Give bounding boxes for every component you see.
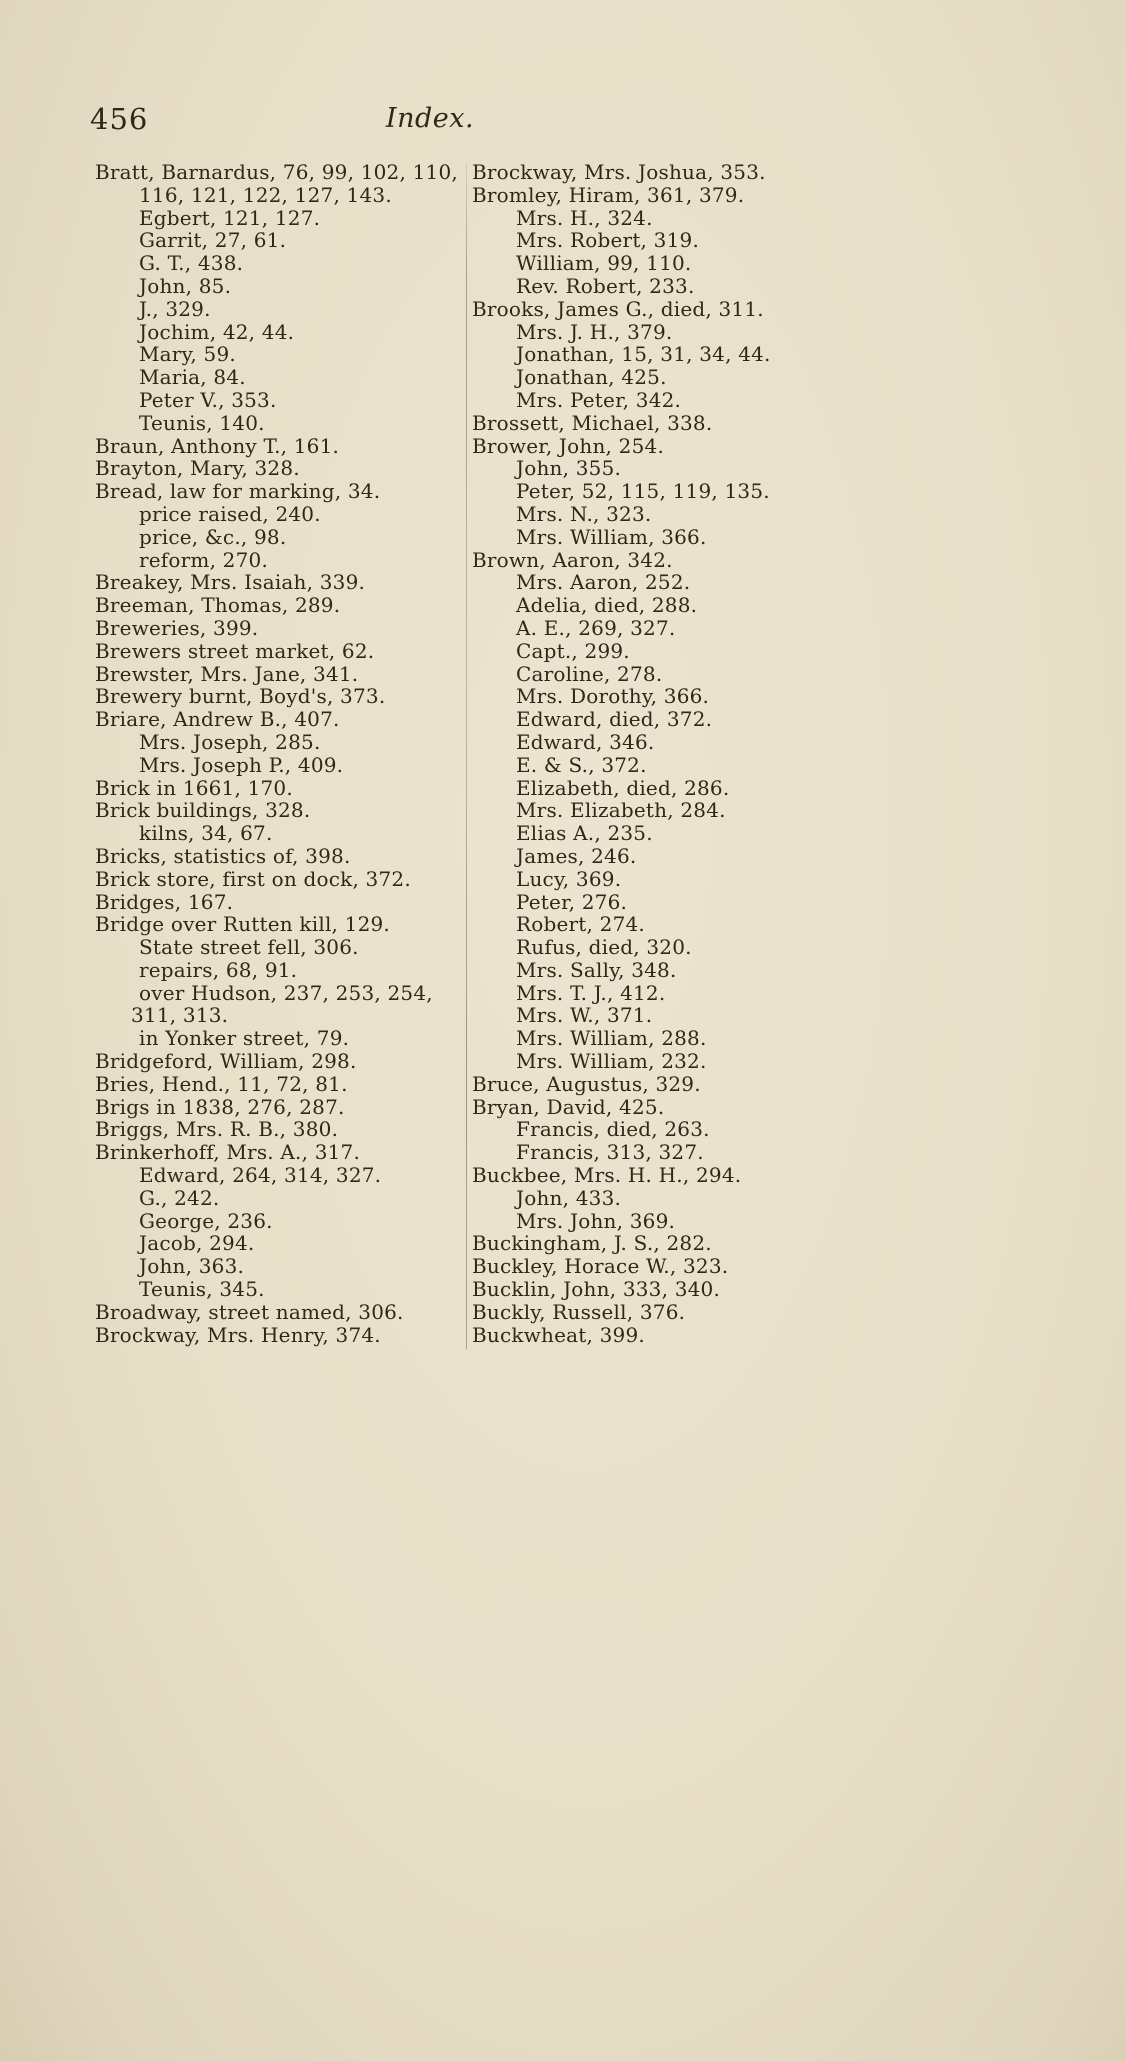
index-entry: Breakey, Mrs. Isaiah, 339. [95,570,366,595]
index-entry: Brown, Aaron, 342. [472,547,673,572]
index-entry: Buckingham, J. S., 282. [472,1231,712,1256]
page-title: Index. [385,103,475,134]
index-entry: Brossett, Michael, 338. [472,410,713,435]
index-entry: Brinkerhoff, Mrs. A., 317. [95,1140,361,1165]
index-entry: State street fell, 306. [139,935,359,960]
index-entry: reform, 270. [139,547,269,572]
index-entry: Mrs. Elizabeth, 284. [516,798,726,823]
index-entry: Adelia, died, 288. [516,593,698,618]
index-entry: John, 433. [516,1185,622,1210]
index-entry: Bread, law for marking, 34. [95,479,381,504]
index-entry: Mrs. Aaron, 252. [516,570,691,595]
index-entry: J., 329. [139,296,211,321]
index-entry: Caroline, 278. [516,661,663,686]
index-entry: in Yonker street, 79. [139,1026,350,1051]
index-entry: Mrs. J. H., 379. [516,319,673,344]
index-entry: Peter, 52, 115, 119, 135. [516,479,770,504]
index-entry: G., 242. [139,1185,220,1210]
index-entry: Briare, Andrew B., 407. [95,707,340,732]
page-number: 456 [90,102,149,136]
index-entry: Peter V., 353. [139,387,277,412]
index-entry: Bricks, statistics of, 398. [95,843,351,868]
index-entry: Edward, 346. [516,729,655,754]
index-entry: Robert, 274. [516,912,645,937]
index-entry: Garrit, 27, 61. [139,228,287,253]
index-entry: Rufus, died, 320. [516,935,692,960]
index-entry: Mrs. William, 288. [516,1026,707,1051]
index-entry: Lucy, 369. [516,866,622,891]
index-entry: Mrs. H., 324. [516,205,653,230]
index-entry: Mary, 59. [139,342,236,367]
index-entry: Buckley, Horace W., 323. [472,1254,729,1279]
index-entry: John, 363. [139,1254,245,1279]
index-entry: Teunis, 140. [139,410,265,435]
index-entry: Mrs. Robert, 319. [516,228,699,253]
index-entry: Mrs. W., 371. [516,1003,653,1028]
index-entry: Buckly, Russell, 376. [472,1299,686,1324]
index-entry: Mrs. Sally, 348. [516,957,677,982]
index-entry: Breweries, 399. [95,615,259,640]
index-entry: Edward, died, 372. [516,707,713,732]
index-entry: Brewery burnt, Boyd's, 373. [95,684,386,709]
index-entry: Briggs, Mrs. R. B., 380. [95,1117,339,1142]
index-entry: John, 85. [139,273,232,298]
index-column-right [472,161,852,1346]
index-column-left [95,161,465,1346]
index-entry: 116, 121, 122, 127, 143. [139,182,392,207]
index-entry: Bridges, 167. [95,889,234,914]
index-entry: Bruce, Augustus, 329. [472,1071,701,1096]
index-entry: Mrs. Joseph, 285. [139,729,321,754]
index-entry: Jonathan, 425. [516,365,667,390]
index-entry: Teunis, 345. [139,1277,265,1302]
index-entry: Mrs. Joseph P., 409. [139,752,344,777]
index-entry: William, 99, 110. [516,251,692,276]
index-entry: Brewster, Mrs. Jane, 341. [95,661,359,686]
index-entry: Brick in 1661, 170. [95,775,293,800]
index-entry: price raised, 240. [139,501,321,526]
index-entry: Brooks, James G., died, 311. [472,296,764,321]
index-entry: Jacob, 294. [139,1231,255,1256]
page-header [0,102,860,142]
index-entry: Brower, John, 254. [472,433,664,458]
index-entry: Bries, Hend., 11, 72, 81. [95,1071,348,1096]
index-entry: Edward, 264, 314, 327. [139,1163,382,1188]
index-entry: Peter, 276. [516,889,628,914]
index-entry: James, 246. [516,843,637,868]
index-entry: Mrs. Peter, 342. [516,387,682,412]
index-entry: Rev. Robert, 233. [516,273,695,298]
index-entry: Elizabeth, died, 286. [516,775,730,800]
index-entry: Bucklin, John, 333, 340. [472,1277,721,1302]
index-entry: kilns, 34, 67. [139,821,273,846]
index-entry: Breeman, Thomas, 289. [95,593,341,618]
index-entry: repairs, 68, 91. [139,957,298,982]
index-entry: Capt., 299. [516,638,630,663]
index-entry: Elias A., 235. [516,821,653,846]
index-entry: Mrs. N., 323. [516,501,652,526]
index-entry: Bridgeford, William, 298. [95,1049,357,1074]
index-entry: Brick store, first on dock, 372. [95,866,411,891]
index-entry: Braun, Anthony T., 161. [95,433,340,458]
index-entry: Maria, 84. [139,365,246,390]
index-entry: Jochim, 42, 44. [139,319,295,344]
index-entry: over Hudson, 237, 253, 254, [139,980,433,1005]
index-entry: Mrs. William, 232. [516,1049,707,1074]
index-entry: E. & S., 372. [516,752,647,777]
index-entry: John, 355. [516,456,622,481]
index-entry: Mrs. John, 369. [516,1208,676,1233]
index-entry: Bratt, Barnardus, 76, 99, 102, 110, [95,160,458,184]
index-entry: Broadway, street named, 306. [95,1299,404,1324]
index-entry: Francis, 313, 327. [516,1140,704,1165]
index-entry: G. T., 438. [139,251,244,276]
index-entry: price, &c., 98. [139,524,287,549]
index-entry: Brockway, Mrs. Henry, 374. [95,1322,381,1347]
index-entry: Brigs in 1838, 276, 287. [95,1094,345,1119]
index-entry: Bromley, Hiram, 361, 379. [472,182,745,207]
index-entry: Bridge over Rutten kill, 129. [95,912,390,937]
index-entry: Mrs. T. J., 412. [516,980,666,1005]
index-entry: Brewers street market, 62. [95,638,375,663]
index-entry: Brayton, Mary, 328. [95,456,300,481]
index-entry: Egbert, 121, 127. [139,205,321,230]
index-entry: 311, 313. [131,1003,229,1028]
index-entry: Brick buildings, 328. [95,798,311,823]
index-entry: Mrs. William, 366. [516,524,707,549]
index-entry: Jonathan, 15, 31, 34, 44. [516,342,771,367]
index-entry: Buckwheat, 399. [472,1322,645,1347]
index-entry: Bryan, David, 425. [472,1094,665,1119]
index-entry: Mrs. Dorothy, 366. [516,684,710,709]
index-entry: Brockway, Mrs. Joshua, 353. [472,160,766,184]
index-entry: A. E., 269, 327. [516,615,676,640]
index-entry: George, 236. [139,1208,273,1233]
index-entry: Buckbee, Mrs. H. H., 294. [472,1163,742,1188]
column-divider-rule [466,163,467,1349]
index-entry: Francis, died, 263. [516,1117,710,1142]
